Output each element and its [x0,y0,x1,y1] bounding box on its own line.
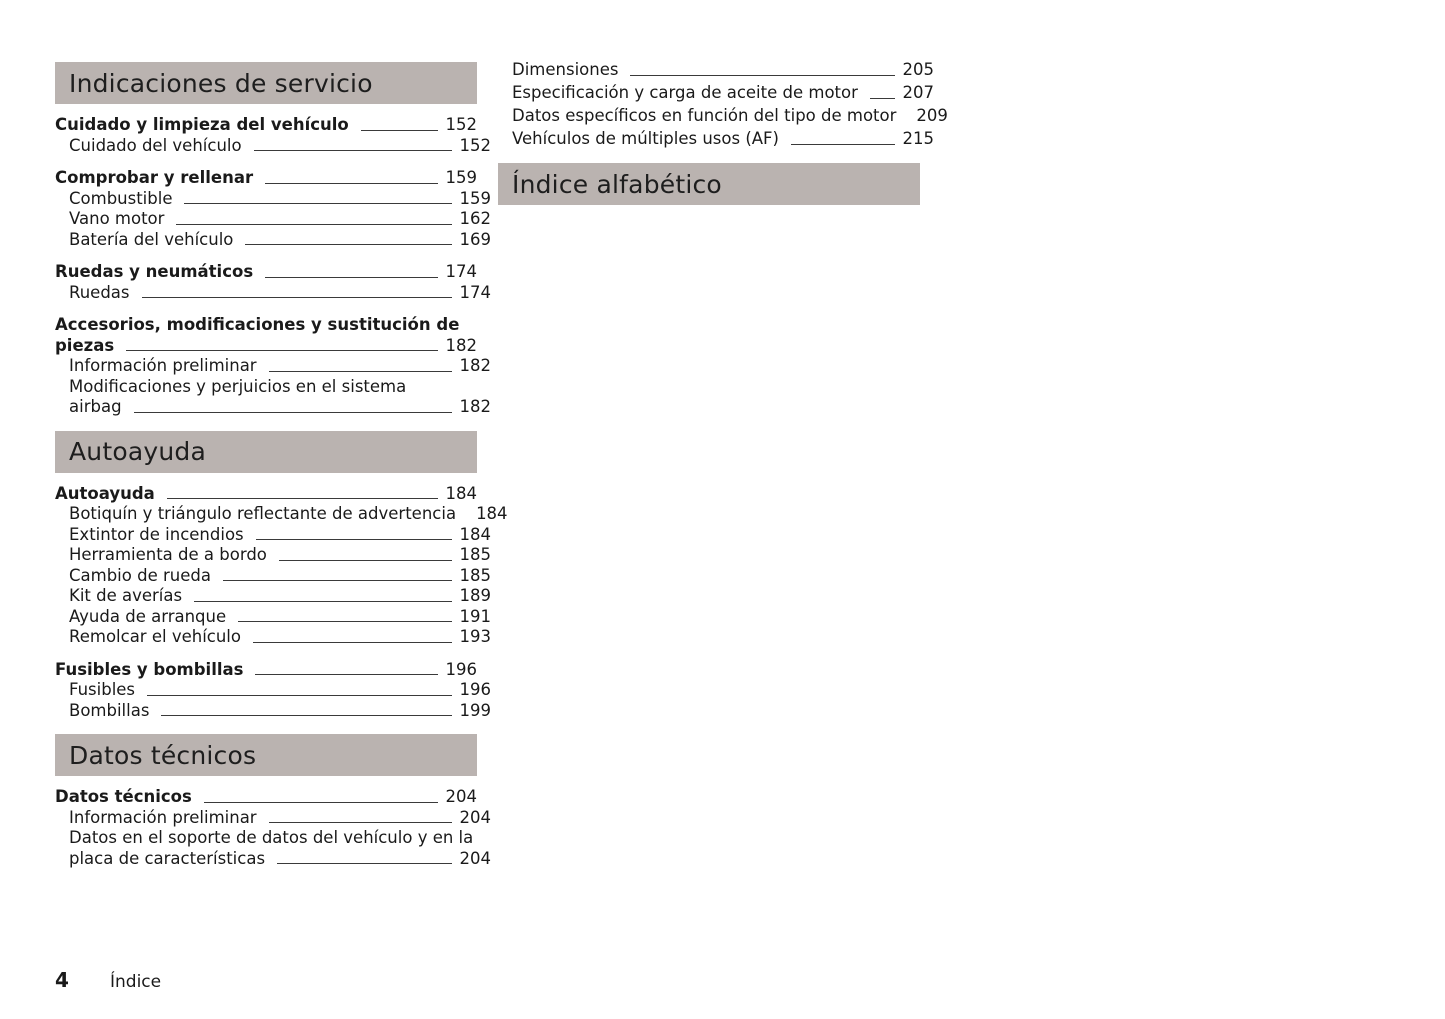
toc-entry[interactable]: Remolcar el vehículo 193 [69,627,491,646]
toc-chapter[interactable]: Datos técnicos 204 [55,787,477,806]
toc-entry[interactable]: Cuidado del vehículo 152 [69,135,491,155]
toc-entry[interactable]: Vano motor 162 [69,209,491,228]
section-title: Indicaciones de servicio [69,68,373,98]
toc-chapter[interactable]: Accesorios, modificaciones y sustitución de piezas 182 [55,315,477,355]
page-number: 4 [55,968,69,992]
toc-entry[interactable]: Dimensiones 205 [512,60,934,79]
section-title: Índice alfabético [512,169,722,199]
toc-entry[interactable]: Ayuda de arranque 191 [69,606,491,626]
toc-entry[interactable]: Combustible 159 [69,188,491,208]
section-banner-datos-tecnicos [55,734,477,776]
page-footer [55,968,161,992]
section-title: Datos técnicos [69,740,257,770]
toc-entry[interactable]: Batería del vehículo 169 [69,229,491,249]
section-banner-indice-alfabetico [498,163,920,205]
toc-entry[interactable]: Botiquín y triángulo reflectante de advertencia 184 [69,504,508,523]
toc-entry[interactable]: Datos en el soporte de datos del vehículo y en la placa de características 204 [69,828,491,868]
toc-chapter[interactable]: Autoayuda 184 [55,483,477,503]
right-column [498,0,948,205]
left-column [55,0,508,869]
toc-entry[interactable]: Información preliminar 204 [69,807,491,827]
toc-entry[interactable]: Información preliminar 182 [69,356,491,375]
toc-chapter[interactable]: Cuidado y limpieza del vehículo 152 [55,115,477,134]
toc-chapter[interactable]: Ruedas y neumáticos 174 [55,262,477,281]
toc-chapter[interactable]: Comprobar y rellenar 159 [55,168,477,187]
toc-entry[interactable]: Extintor de incendios 184 [69,524,491,544]
toc-entry[interactable]: Cambio de rueda 185 [69,565,491,585]
toc-entry[interactable]: Vehículos de múltiples usos (AF) 215 [512,129,934,148]
section-banner-service [55,62,477,104]
toc-entry[interactable]: Fusibles 196 [69,680,491,699]
toc-chapter[interactable]: Fusibles y bombillas 196 [55,659,477,679]
section-banner-autoayuda [55,431,477,473]
section-title: Autoayuda [69,437,206,466]
toc-entry[interactable]: Kit de averías 189 [69,586,491,605]
toc-entry[interactable]: Bombillas 199 [69,700,491,720]
toc-entry[interactable]: Herramienta de a bordo 185 [69,545,491,564]
toc-entry[interactable]: Datos específicos en función del tipo de motor 209 [512,106,948,125]
footer-label: Índice [110,972,162,992]
toc-entry[interactable]: Modificaciones y perjuicios en el sistema airbag 182 [69,376,491,416]
toc-entry[interactable]: Ruedas 174 [69,282,491,302]
toc-entry[interactable]: Especificación y carga de aceite de motor 207 [512,83,934,102]
